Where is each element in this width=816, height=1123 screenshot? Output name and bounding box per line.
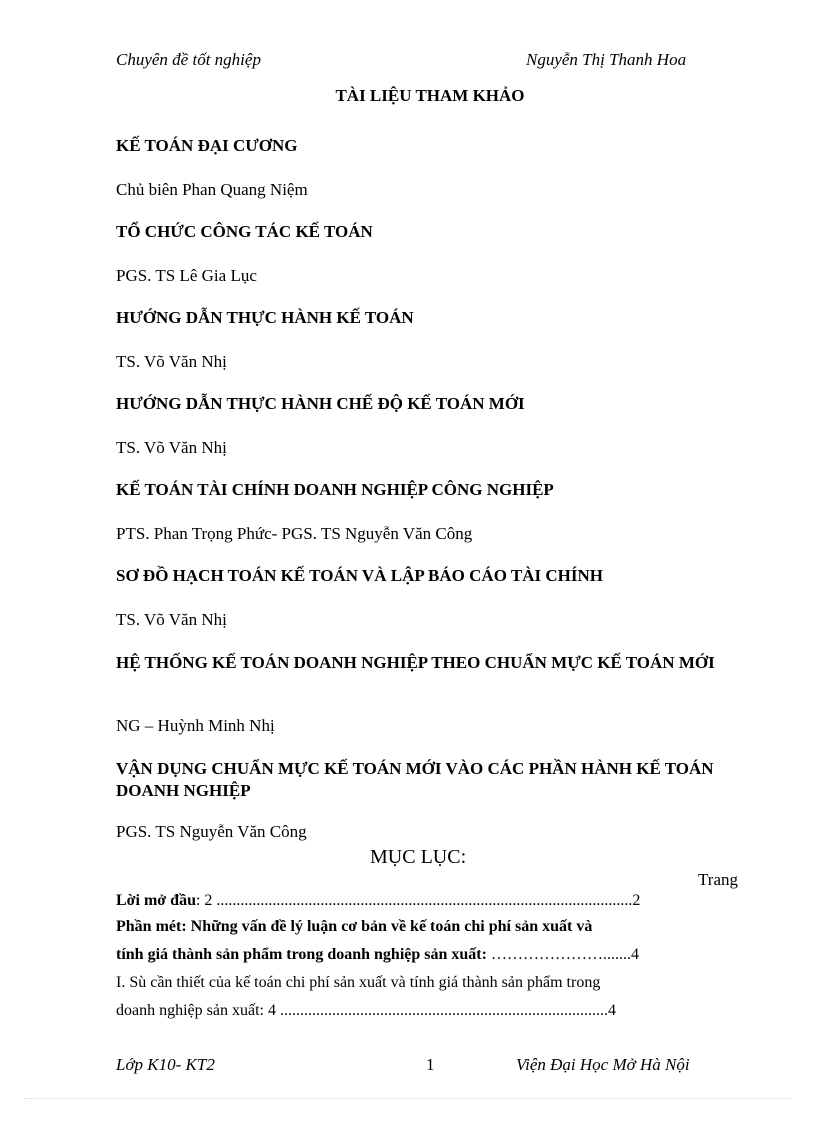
reference-author: Chủ biên Phan Quang Niệm <box>116 180 308 199</box>
reference-book-title: SƠ ĐỒ HẠCH TOÁN KẾ TOÁN VÀ LẬP BÁO CÁO TÀI CHÍNH <box>116 566 603 585</box>
reference-author: TS. Võ Văn Nhị <box>116 352 227 371</box>
reference-book-title: KẾ TOÁN ĐẠI CƯƠNG <box>116 136 298 155</box>
toc-entry[interactable] <box>116 892 708 910</box>
reference-author: PTS. Phan Trọng Phức- PGS. TS Nguyễn Văn Công <box>116 524 473 543</box>
reference-author: NG – Huỳnh Minh Nhị <box>116 716 275 735</box>
reference-book-title: HƯỚNG DẪN THỰC HÀNH CHẾ ĐỘ KẾ TOÁN MỚI <box>116 394 525 413</box>
header-left: Chuyên đề tốt nghiệp <box>116 50 261 69</box>
reference-author: TS. Võ Văn Nhị <box>116 438 227 457</box>
reference-author: PGS. TS Nguyễn Văn Công <box>116 822 307 841</box>
header-right: Nguyễn Thị Thanh Hoa <box>526 50 687 69</box>
toc-entry[interactable] <box>116 946 708 964</box>
page-bottom-dotted-rule <box>24 1098 792 1099</box>
reference-book-title: HỆ THỐNG KẾ TOÁN DOANH NGHIỆP THEO CHUẨN MỰC KẾ TOÁN MỚI <box>116 653 715 672</box>
reference-book-title: VẬN DỤNG CHUẨN MỰC KẾ TOÁN MỚI VÀO CÁC PHẦN HÀNH KẾ TOÁN DOANH NGHIỆP <box>116 759 714 800</box>
toc-entry-text: I. Sù cần thiết của kế toán chi phí sản xuất và tính giá thành sản phẩm trong <box>116 974 601 991</box>
toc-entry-heading: Phần mét: Những vấn đề lý luận cơ bản về kế toán chi phí sản xuất và <box>116 918 593 935</box>
toc-entry[interactable] <box>116 918 708 936</box>
toc-entry-text: ………………….......4 <box>486 946 639 963</box>
references-title: TÀI LIỆU THAM KHẢO <box>335 86 525 105</box>
footer-left: Lớp K10- KT2 <box>116 1055 215 1074</box>
page-number: 1 <box>426 1055 435 1074</box>
toc-entry-text: doanh nghiệp sản xuất: 4 ..................................................................................4 <box>116 1002 616 1019</box>
toc-entry[interactable] <box>116 1002 708 1020</box>
toc-entry[interactable] <box>116 974 708 992</box>
toc-entry-text: : 2 ........................................................................................................2 <box>195 892 641 909</box>
footer-right: Viện Đại Học Mở Hà Nội <box>516 1055 690 1074</box>
reference-book-title: TỔ CHỨC CÔNG TÁC KẾ TOÁN <box>116 222 373 241</box>
reference-author: PGS. TS Lê Gia Lục <box>116 266 257 285</box>
reference-book-title: KẾ TOÁN TÀI CHÍNH DOANH NGHIỆP CÔNG NGHIỆP <box>116 480 554 499</box>
reference-book-title: HƯỚNG DẪN THỰC HÀNH KẾ TOÁN <box>116 308 414 327</box>
toc-entry-heading: tính giá thành sản phẩm trong doanh nghiệp sản xuất: <box>116 946 487 963</box>
reference-author: TS. Võ Văn Nhị <box>116 610 227 629</box>
toc-entry-heading: Lời mở đầu <box>116 892 196 909</box>
toc-title: MỤC LỤC: <box>370 846 467 868</box>
toc-page-label: Trang <box>698 870 738 889</box>
